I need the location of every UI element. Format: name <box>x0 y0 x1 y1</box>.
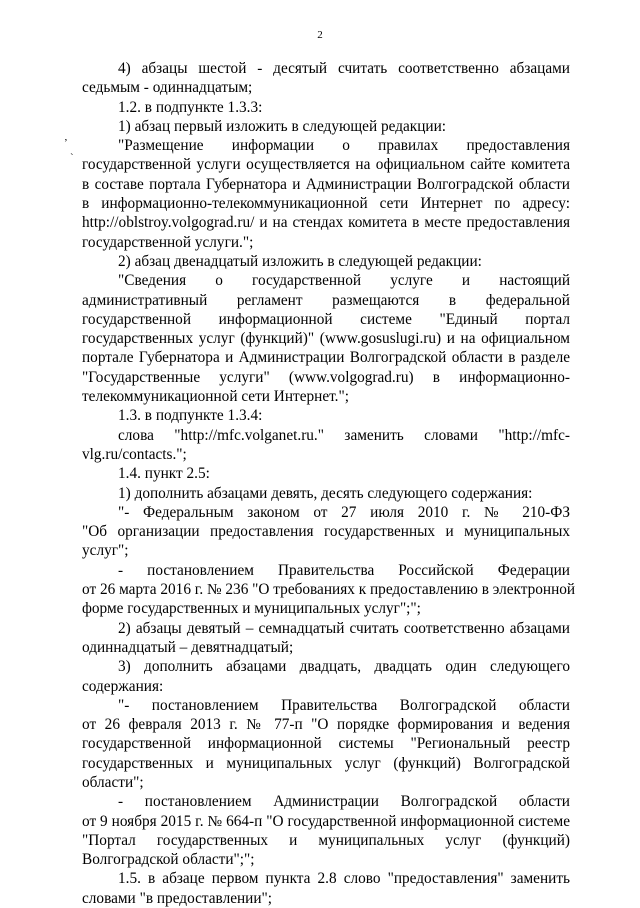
text-line: седьмым - одиннадцатым; <box>82 79 253 97</box>
text-line: "Государственные услуги" (www.volgograd.ru) в информационно- <box>82 368 570 386</box>
text-line: государственной информационной системе "Единый портал <box>82 310 570 328</box>
text-line: в составе портала Губернатора и Администрации Волгоградской области <box>82 175 570 193</box>
text-line: 2) абзац двенадцатый изложить в следующей редакции: <box>118 252 482 270</box>
text-line: содержания: <box>82 677 164 695</box>
margin-mark: ` <box>70 152 74 164</box>
text-line: административный регламент размещаются в федеральной <box>82 291 570 309</box>
text-line: телекоммуникационной сети Интернет."; <box>82 388 349 406</box>
text-line: государственной услуги."; <box>82 233 254 251</box>
margin-mark: ’ <box>64 137 68 149</box>
text-line: форме государственных и муниципальных услуг";"; <box>82 600 421 618</box>
text-line: 1) абзац первый изложить в следующей редакции: <box>118 117 447 135</box>
text-line: государственной услуги осуществляется на официальном сайте комитета <box>82 156 570 174</box>
text-line: http://oblstroy.volgograd.ru/ и на стендах комитета в месте предоставления <box>82 214 570 232</box>
text-line: - постановлением Администрации Волгоградской области <box>118 793 570 811</box>
text-line: "Портал государственных и муниципальных услуг (функций) <box>82 831 570 849</box>
text-line: от 9 ноября 2015 г. № 664-п "О государственной информационной системе <box>82 812 570 830</box>
text-line: Волгоградской области";"; <box>82 851 255 869</box>
text-line: услуг"; <box>82 542 129 560</box>
text-line: "- Федеральным законом от 27 июля 2010 г. № 210-ФЗ <box>118 503 570 521</box>
text-line: 1.5. в абзаце первом пункта 2.8 слово "предоставления" заменить <box>118 870 570 888</box>
text-line: государственной информационной системы "Региональный реестр <box>82 735 570 753</box>
text-line: одиннадцатый – девятнадцатый; <box>82 638 294 656</box>
text-line: "- постановлением Правительства Волгоградской области <box>118 696 570 714</box>
text-line: слова "http://mfc.volganet.ru." заменить словами "http://mfc- <box>118 426 570 444</box>
text-line: портале Губернатора и Администрации Волгоградской области в разделе <box>82 349 570 367</box>
text-line: "Размещение информации о правилах предоставления <box>118 137 570 155</box>
text-line: "Об организации предоставления государственных и муниципальных <box>82 523 570 541</box>
text-line: словами "в предоставлении"; <box>82 889 273 907</box>
text-line: от 26 февраля 2013 г. № 77-п "О порядке формирования и ведения <box>82 716 570 734</box>
text-line: государственных услуг (функций)" (www.gosuslugi.ru) и на официальном <box>82 330 570 348</box>
page-number: 2 <box>317 29 323 41</box>
text-line: vlg.ru/contacts."; <box>82 445 187 463</box>
text-line: 4) абзацы шестой - десятый считать соответственно абзацами <box>118 60 570 77</box>
text-line: "Сведения о государственной услуге и настоящий <box>118 272 570 290</box>
text-line: 1) дополнить абзацами девять, десять следующего содержания: <box>118 484 533 502</box>
text-line: 2) абзацы девятый – семнадцатый считать соответственно абзацами <box>118 619 570 637</box>
text-line: - постановлением Правительства Российской Федерации <box>118 561 570 579</box>
text-line: 1.4. пункт 2.5: <box>118 465 210 483</box>
text-line: от 26 марта 2016 г. № 236 "О требованиях к предоставлению в электронной <box>82 581 576 599</box>
document-body <box>82 59 576 908</box>
text-line: 3) дополнить абзацами двадцать, двадцать один следующего <box>118 658 570 676</box>
text-line: 1.3. в подпункте 1.3.4: <box>118 407 263 425</box>
text-line: в информационно-телекоммуникационной сети Интернет по адресу: <box>82 195 570 213</box>
text-line: государственных и муниципальных услуг (функций) Волгоградской <box>82 754 570 772</box>
text-line: области"; <box>82 773 144 791</box>
text-line: 1.2. в подпункте 1.3.3: <box>118 98 263 116</box>
